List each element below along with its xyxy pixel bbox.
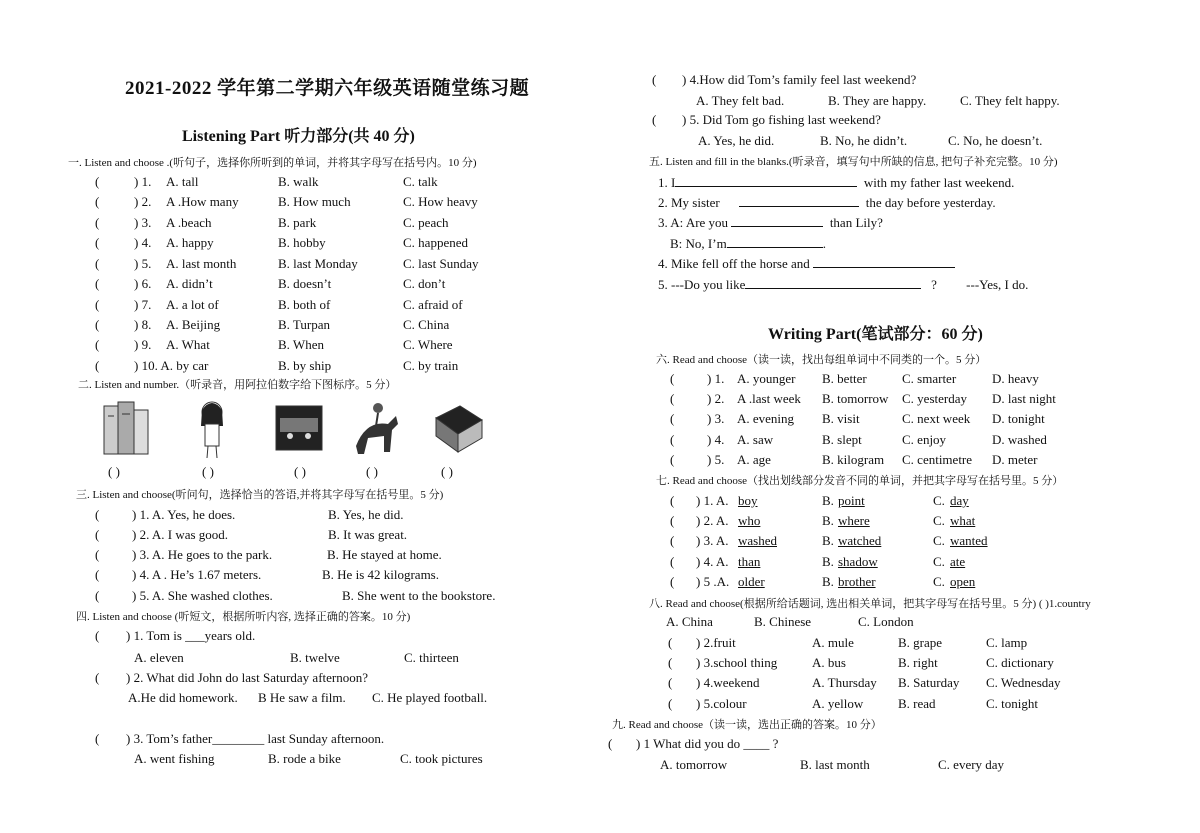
- answer-paren[interactable]: (: [95, 731, 100, 746]
- option-a[interactable]: A. Beijing: [166, 317, 221, 332]
- option-b[interactable]: B. slept: [822, 432, 862, 447]
- question-text: ) 2. What did John do last Saturday afternoon?: [126, 670, 369, 685]
- question-number: ) 2. A.: [696, 513, 729, 528]
- answer-paren[interactable]: (: [670, 513, 675, 528]
- option-c[interactable]: C. last Sunday: [403, 256, 479, 271]
- option-b-word[interactable]: watched: [838, 533, 882, 548]
- fill-line-3: [658, 214, 883, 231]
- option-d[interactable]: D. heavy: [992, 371, 1039, 386]
- option-a[interactable]: A. last month: [166, 256, 237, 271]
- fill-3b-start: B: No, I’m: [670, 236, 727, 251]
- question-text: ) 1. Tom is ___years old.: [126, 628, 256, 643]
- option-a-word[interactable]: boy: [738, 493, 758, 508]
- option-b[interactable]: B. She went to the bookstore.: [342, 588, 496, 603]
- option-a[interactable]: A. bus: [812, 655, 846, 670]
- option-b[interactable]: B. visit: [822, 411, 860, 426]
- question-number: ) 4.: [134, 235, 152, 250]
- option-c[interactable]: C. smarter: [902, 371, 957, 386]
- fill-line-3b: [670, 235, 826, 252]
- option-a[interactable]: ) 5. A. She washed clothes.: [132, 588, 273, 603]
- option-c[interactable]: C. don’t: [403, 276, 446, 291]
- question-number: ) 3.: [134, 215, 152, 230]
- answer-paren[interactable]: (: [95, 174, 100, 189]
- question-number: ) 5.: [707, 452, 725, 467]
- section6-instruction: 六. Read and choose（读一读，找出每组单词中不同类的一个。5 分）: [656, 354, 987, 366]
- answer-paren[interactable]: (: [668, 696, 673, 711]
- option-c[interactable]: C. happened: [403, 235, 468, 250]
- option-b[interactable]: B. park: [278, 215, 317, 230]
- question-number: ) 5.: [134, 256, 152, 271]
- option-c-word[interactable]: what: [950, 513, 976, 528]
- option-c[interactable]: C. Wednesday: [986, 675, 1061, 690]
- option-c[interactable]: C. afraid of: [403, 297, 463, 312]
- topic-word: ) 2.fruit: [696, 635, 736, 650]
- fill-1-end: with my father last weekend.: [863, 175, 1015, 190]
- option-c-letter: C.: [933, 533, 945, 548]
- option-b[interactable]: B. doesn’t: [278, 276, 332, 291]
- option-c-word[interactable]: day: [950, 493, 969, 508]
- option-b[interactable]: B. It was great.: [328, 527, 408, 542]
- option-a[interactable]: A. yellow: [812, 696, 864, 711]
- option-a[interactable]: A .last week: [737, 391, 801, 406]
- section2-instruction: 二. Listen and number.（听录音，用阿拉伯数字给下图标序。5 分）: [78, 379, 397, 391]
- fill-line-5: [658, 276, 1028, 293]
- answer-paren[interactable]: (: [95, 567, 100, 582]
- option-a[interactable]: A. age: [737, 452, 771, 467]
- option-a[interactable]: A. tall: [166, 174, 199, 189]
- option-a[interactable]: A. younger: [737, 371, 796, 386]
- option-b[interactable]: B. grape: [898, 635, 943, 650]
- blank-5[interactable]: [745, 276, 921, 289]
- option-b-word[interactable]: where: [838, 513, 870, 528]
- picture-answer-paren[interactable]: ( ): [441, 464, 453, 479]
- fill-2-start: 2. My sister: [658, 195, 720, 210]
- option-a[interactable]: A .How many: [166, 194, 239, 209]
- blank-3[interactable]: [731, 214, 823, 227]
- option-b[interactable]: B. twelve: [290, 650, 340, 665]
- answer-paren[interactable]: (: [95, 215, 100, 230]
- option-a-word[interactable]: older: [738, 574, 765, 589]
- blank-2[interactable]: [739, 194, 859, 207]
- answer-paren[interactable]: (: [95, 194, 100, 209]
- answer-paren[interactable]: (: [95, 670, 100, 685]
- option-c-letter: C.: [933, 574, 945, 589]
- section7-instruction: 七. Read and choose（找出划线部分发音不同的单词，并把其字母写在括号里。5 分）: [656, 475, 1064, 487]
- option-a[interactable]: A. China: [666, 614, 713, 629]
- option-c[interactable]: C. centimetre: [902, 452, 973, 467]
- answer-paren[interactable]: (: [670, 574, 675, 589]
- option-b[interactable]: B. rode a bike: [268, 751, 341, 766]
- option-b[interactable]: B. Saturday: [898, 675, 960, 690]
- section1-instruction: 一. Listen and choose .(听句子，选择你所听到的单词，并将其字母写在括号内。10 分): [68, 157, 477, 169]
- option-b[interactable]: B. last Monday: [278, 256, 358, 271]
- option-a[interactable]: ) 3. A. He goes to the park.: [132, 547, 273, 562]
- option-c-word[interactable]: wanted: [950, 533, 988, 548]
- option-b[interactable]: B. Chinese: [754, 614, 812, 629]
- option-a[interactable]: A. Yes, he did.: [698, 133, 775, 148]
- option-c[interactable]: C. every day: [938, 757, 1005, 772]
- option-c[interactable]: C. Where: [403, 337, 453, 352]
- option-a[interactable]: ) 4. A . He’s 1.67 meters.: [132, 567, 262, 582]
- option-b-word[interactable]: shadow: [838, 554, 878, 569]
- section3-instruction: 三. Listen and choose(听问句，选择恰当的答语,并将其字母写在括号里。5 分): [76, 489, 444, 501]
- answer-paren[interactable]: (: [670, 493, 675, 508]
- page-title: 2021-2022 学年第二学期六年级英语随堂练习题: [125, 78, 530, 99]
- answer-paren[interactable]: (: [95, 507, 100, 522]
- picture-answer-paren[interactable]: ( ): [108, 464, 120, 479]
- answer-paren[interactable]: (: [95, 317, 100, 332]
- fill-4-start: 4. Mike fell off the horse and: [658, 256, 810, 271]
- question-number: ) 9.: [134, 337, 152, 352]
- option-a-word[interactable]: than: [738, 554, 761, 569]
- option-d[interactable]: D. meter: [992, 452, 1038, 467]
- fill-line-4: [658, 255, 955, 272]
- option-b[interactable]: B. How much: [278, 194, 351, 209]
- option-b[interactable]: B. No, he didn’t.: [820, 133, 908, 148]
- question-number: ) 3.: [707, 411, 725, 426]
- answer-paren[interactable]: (: [668, 675, 673, 690]
- option-a[interactable]: A. evening: [737, 411, 795, 426]
- answer-paren[interactable]: (: [670, 432, 675, 447]
- option-b[interactable]: B. When: [278, 337, 324, 352]
- answer-paren[interactable]: (: [670, 533, 675, 548]
- option-b[interactable]: B. hobby: [278, 235, 326, 250]
- writing-heading: Writing Part(笔试部分：60 分): [768, 326, 983, 343]
- answer-paren[interactable]: (: [670, 452, 675, 467]
- option-b-letter: B.: [822, 554, 834, 569]
- option-c-word[interactable]: open: [950, 574, 976, 589]
- question-number: ) 5 .A.: [696, 574, 730, 589]
- blank-3b[interactable]: [727, 235, 823, 248]
- answer-paren[interactable]: (: [608, 736, 613, 751]
- option-b-letter: B.: [822, 493, 834, 508]
- option-b-letter: B.: [822, 513, 834, 528]
- option-a[interactable]: A.He did homework.: [128, 690, 238, 705]
- topic-word: ) 3.school thing: [696, 655, 778, 670]
- option-c[interactable]: C. took pictures: [400, 751, 483, 766]
- answer-paren[interactable]: (: [95, 588, 100, 603]
- option-b[interactable]: B. read: [898, 696, 936, 711]
- question-number: ) 3. A.: [696, 533, 729, 548]
- option-b[interactable]: B. He stayed at home.: [327, 547, 442, 562]
- answer-paren[interactable]: (: [670, 411, 675, 426]
- fill-line-2: [658, 194, 996, 211]
- option-a[interactable]: A. eleven: [134, 650, 184, 665]
- option-a[interactable]: A. mule: [812, 635, 854, 650]
- option-c[interactable]: C. He played football.: [372, 690, 488, 705]
- option-c[interactable]: C. next week: [902, 411, 971, 426]
- option-b-word[interactable]: brother: [838, 574, 876, 589]
- option-a[interactable]: ) 1. A. Yes, he does.: [132, 507, 236, 522]
- answer-paren[interactable]: (: [95, 297, 100, 312]
- answer-paren[interactable]: (: [670, 554, 675, 569]
- option-a[interactable]: A. went fishing: [134, 751, 215, 766]
- question-text: ) 1 What did you do ____ ?: [636, 736, 779, 751]
- blank-4[interactable]: [813, 255, 955, 268]
- picture-answer-paren[interactable]: ( ): [366, 464, 378, 479]
- option-c[interactable]: C. by train: [403, 358, 459, 373]
- option-d[interactable]: D. tonight: [992, 411, 1045, 426]
- option-b[interactable]: B. right: [898, 655, 938, 670]
- answer-paren[interactable]: (: [95, 527, 100, 542]
- listening-heading: Listening Part 听力部分(共 40 分): [182, 128, 415, 145]
- section9-instruction: 九. Read and choose（读一读，选出正确的答案。10 分）: [612, 719, 882, 731]
- option-b-word[interactable]: point: [838, 493, 865, 508]
- question-number: ) 4.: [707, 432, 725, 447]
- option-b[interactable]: B. Turpan: [278, 317, 331, 332]
- option-c[interactable]: C. How heavy: [403, 194, 478, 209]
- picture-answer-paren[interactable]: ( ): [202, 464, 214, 479]
- option-c-letter: C.: [933, 493, 945, 508]
- option-c[interactable]: C. peach: [403, 215, 449, 230]
- option-a[interactable]: ) 2. A. I was good.: [132, 527, 229, 542]
- question-number: ) 6.: [134, 276, 152, 291]
- question-text: ) 4.How did Tom’s family feel last weekend?: [682, 72, 917, 87]
- option-b[interactable]: B. walk: [278, 174, 319, 189]
- fill-5-start: 5. ---Do you like: [658, 277, 746, 292]
- topic-word: ) 5.colour: [696, 696, 747, 711]
- option-c[interactable]: C. They felt happy.: [960, 93, 1060, 108]
- girl-icon: [183, 396, 241, 460]
- option-a[interactable]: A. a lot of: [166, 297, 219, 312]
- option-c-letter: C.: [933, 513, 945, 528]
- answer-paren[interactable]: (: [670, 371, 675, 386]
- answer-paren[interactable]: (: [95, 337, 100, 352]
- option-c-letter: C.: [933, 554, 945, 569]
- section4-instruction: 四. Listen and choose (听短文，根据所听内容, 选择正确的答案。10 分): [76, 611, 411, 623]
- fill-2-end: the day before yesterday.: [865, 195, 996, 210]
- question-number: ) 10. A. by car: [134, 358, 209, 373]
- answer-paren[interactable]: (: [95, 256, 100, 271]
- question-number: ) 8.: [134, 317, 152, 332]
- left-column: [60, 0, 620, 833]
- option-b-letter: B.: [822, 574, 834, 589]
- option-a[interactable]: A. happy: [166, 235, 214, 250]
- fill-3-end: than Lily?: [829, 215, 883, 230]
- fill-5-answer: ---Yes, I do.: [966, 277, 1029, 292]
- section8-instruction: 八. Read and choose(根据所给话题词, 选出相关单词，把其字母写在括号里。5 分) ( )1.country: [649, 598, 1091, 610]
- option-a[interactable]: A. Thursday: [812, 675, 877, 690]
- topic-word: ) 4.weekend: [696, 675, 760, 690]
- photo-icon: [270, 396, 328, 460]
- option-a[interactable]: A. What: [166, 337, 210, 352]
- question-number: ) 1.: [707, 371, 725, 386]
- question-number: ) 1. A.: [696, 493, 729, 508]
- answer-paren[interactable]: (: [95, 358, 100, 373]
- books-icon: [98, 396, 156, 460]
- option-c[interactable]: C. lamp: [986, 635, 1028, 650]
- option-c[interactable]: C. dictionary: [986, 655, 1054, 670]
- option-c[interactable]: C. London: [858, 614, 914, 629]
- option-b[interactable]: B. by ship: [278, 358, 332, 373]
- question-number: ) 4. A.: [696, 554, 729, 569]
- option-c[interactable]: C. tonight: [986, 696, 1039, 711]
- option-d[interactable]: D. washed: [992, 432, 1047, 447]
- option-c[interactable]: C. yesterday: [902, 391, 967, 406]
- option-c[interactable]: C. talk: [403, 174, 438, 189]
- option-b[interactable]: B. They are happy.: [828, 93, 927, 108]
- option-a[interactable]: A. They felt bad.: [696, 93, 785, 108]
- option-b[interactable]: B. last month: [800, 757, 870, 772]
- question-number: ) 7.: [134, 297, 152, 312]
- fill-3-start: 3. A: Are you: [658, 215, 729, 230]
- option-b[interactable]: B. tomorrow: [822, 391, 889, 406]
- horse-rider-icon: [348, 396, 406, 460]
- fill-line-1: [658, 174, 1014, 191]
- question-number: ) 2.: [707, 391, 725, 406]
- fill-1-start: 1. I: [658, 175, 676, 190]
- answer-paren[interactable]: (: [670, 391, 675, 406]
- option-b[interactable]: B. He is 42 kilograms.: [322, 567, 439, 582]
- option-a[interactable]: A. tomorrow: [660, 757, 728, 772]
- answer-paren[interactable]: (: [95, 547, 100, 562]
- question-number: ) 2.: [134, 194, 152, 209]
- section5-instruction: 五. Listen and fill in the blanks.(听录音，填写句中所缺的信息, 把句子补充完整。10 分): [649, 156, 1058, 168]
- fill-3b-end: .: [822, 236, 826, 251]
- option-c[interactable]: C. No, he doesn’t.: [948, 133, 1043, 148]
- option-c[interactable]: C. China: [403, 317, 450, 332]
- answer-paren[interactable]: (: [95, 235, 100, 250]
- answer-paren[interactable]: (: [652, 72, 657, 87]
- option-a-word[interactable]: washed: [738, 533, 777, 548]
- option-d[interactable]: D. last night: [992, 391, 1056, 406]
- blank-1[interactable]: [675, 174, 857, 187]
- option-c[interactable]: C. enjoy: [902, 432, 947, 447]
- book-icon: [430, 396, 488, 460]
- option-a[interactable]: A. saw: [737, 432, 774, 447]
- option-b-letter: B.: [822, 533, 834, 548]
- answer-paren[interactable]: (: [668, 635, 673, 650]
- option-b[interactable]: B He saw a film.: [258, 690, 346, 705]
- option-b[interactable]: B. both of: [278, 297, 331, 312]
- answer-paren[interactable]: (: [652, 112, 657, 127]
- answer-paren[interactable]: (: [95, 628, 100, 643]
- answer-paren[interactable]: (: [95, 276, 100, 291]
- right-column: [608, 0, 1200, 833]
- question-number: ) 1.: [134, 174, 152, 189]
- fill-5-q: ?: [931, 277, 937, 292]
- option-c-word[interactable]: ate: [950, 554, 966, 569]
- option-a[interactable]: A. didn’t: [166, 276, 213, 291]
- option-a[interactable]: A .beach: [166, 215, 212, 230]
- picture-answer-paren[interactable]: ( ): [294, 464, 306, 479]
- option-b[interactable]: B. kilogram: [822, 452, 885, 467]
- answer-paren[interactable]: (: [668, 655, 673, 670]
- option-a-word[interactable]: who: [738, 513, 761, 528]
- question-text: ) 3. Tom’s father________ last Sunday afternoon.: [126, 731, 385, 746]
- option-c[interactable]: C. thirteen: [404, 650, 459, 665]
- option-b[interactable]: B. Yes, he did.: [328, 507, 404, 522]
- question-text: ) 5. Did Tom go fishing last weekend?: [682, 112, 881, 127]
- option-b[interactable]: B. better: [822, 371, 867, 386]
